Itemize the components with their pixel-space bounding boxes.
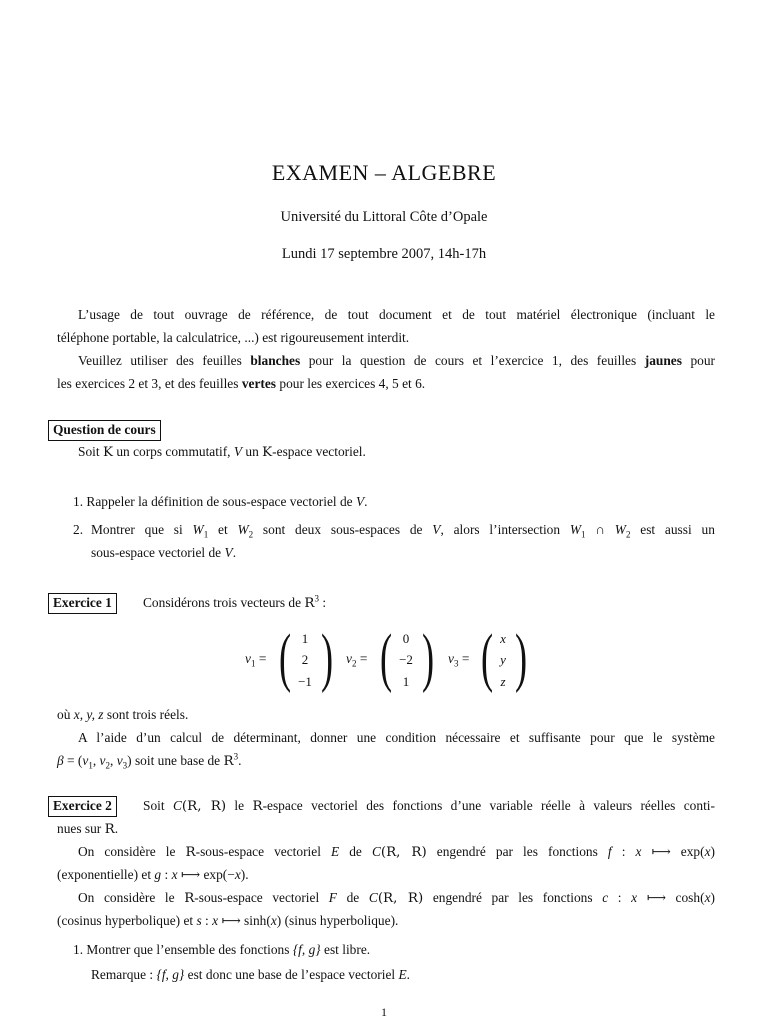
vector-2-label: $v_2$ =	[346, 651, 368, 669]
question-cours-item-2-line2: sous-espace vectoriel de V.	[91, 545, 237, 560]
exercice-1-question-line1: A l’aide d’un calcul de déterminant, donner une condition nécessaire et suffisante pour que le système	[78, 730, 715, 745]
vector-1-matrix: ( 1 2 −1 )	[279, 621, 334, 694]
rules-p2-line1: Veuillez utiliser des feuilles blanches pour la question de cours et l’exercice 1, des feuilles jaunes pour	[78, 353, 716, 368]
exercice-2-question-1: 1. Montrer que l’ensemble des fonctions {f, g} est libre.	[73, 942, 371, 957]
exercice-1-question-line2: $\beta = (v_1$, $v_2$, $v_3$) soit une base de $R^3$.	[57, 751, 242, 771]
vector-2-entry-2: −2	[399, 652, 413, 667]
exercice-2-p2-line2: (exponentielle) et g : x ⟼ exp(−x).	[57, 867, 249, 882]
question-cours-item-1: 1. Rappeler la définition de sous-espace vectoriel de V.	[73, 494, 368, 509]
university-name: Université du Littoral Côte d’Opale	[280, 209, 488, 225]
exercice-2-p2-line1: On considère le R-sous-espace vectoriel E de C(R, R) engendré par les fonctions f : x ⟼ exp(x)	[78, 844, 715, 860]
exam-title: EXAMEN – ALGEBRE	[271, 160, 497, 185]
vector-2-matrix: ( 0 −2 1 )	[380, 621, 435, 694]
exercice-1-intro: Considérons trois vecteurs de $R^3$ :	[143, 593, 327, 611]
vector-3-label: $v_3$ =	[448, 651, 470, 669]
vector-3-entry-2: y	[500, 652, 506, 667]
exercice-2-line1: Soit C(R, R) le R-espace vectoriel des fonctions d’une variable réelle à valeurs réelles conti-	[143, 798, 715, 814]
rules-p2-line2: les exercices 2 et 3, et des feuilles vertes pour les exercices 4, 5 et 6.	[57, 376, 426, 391]
vector-2-entry-1: 0	[402, 631, 410, 646]
vector-3-entry-3: z	[500, 674, 506, 689]
vector-3-matrix: ( x y z )	[481, 621, 528, 694]
exercice-2-remark: Remarque : {f, g} est donc une base de l’espace vectoriel E.	[91, 967, 411, 982]
exam-date: Lundi 17 septembre 2007, 14h-17h	[281, 246, 487, 262]
question-cours-intro: Soit K un corps commutatif, V un K-espace vectoriel.	[78, 444, 366, 460]
vector-1-entry-1: 1	[301, 631, 309, 646]
vector-1-entry-3: −1	[298, 674, 312, 689]
exercice-2-p3-line2: (cosinus hyperbolique) et s : x ⟼ sinh(x) (sinus hyperbolique).	[57, 913, 399, 928]
question-cours-item-2-line1: Montrer que si $W_1$ et $W_2$ sont deux sous-espaces de V, alors l’intersection $W_1$ ∩ $W_2$ est aussi un	[91, 522, 715, 540]
vector-1-label: $v_1$ =	[245, 651, 267, 669]
page-number: 1	[381, 1005, 387, 1019]
exercice-2-line2: nues sur R.	[57, 821, 119, 837]
exercice-2-label: Exercice 2	[48, 796, 117, 817]
exercice-2-p3-line1: On considère le R-sous-espace vectoriel F de C(R, R) engendré par les fonctions c : x ⟼ cosh(x)	[78, 890, 715, 906]
vector-1-entry-2: 2	[301, 652, 309, 667]
vector-2-entry-3: 1	[402, 674, 410, 689]
question-cours-item-2-num: 2.	[73, 522, 84, 537]
vector-3-entry-1: x	[500, 631, 506, 646]
exercice-1-variables: où x, y, z sont trois réels.	[57, 707, 189, 722]
exercice-1-label: Exercice 1	[48, 593, 117, 614]
rules-p1-line1: L’usage de tout ouvrage de référence, de tout document et de tout matériel électronique (incluant le	[78, 307, 715, 322]
question-cours-label: Question de cours	[48, 420, 161, 441]
rules-p1-line2: téléphone portable, la calculatrice, ...) est rigoureusement interdit.	[57, 330, 410, 345]
